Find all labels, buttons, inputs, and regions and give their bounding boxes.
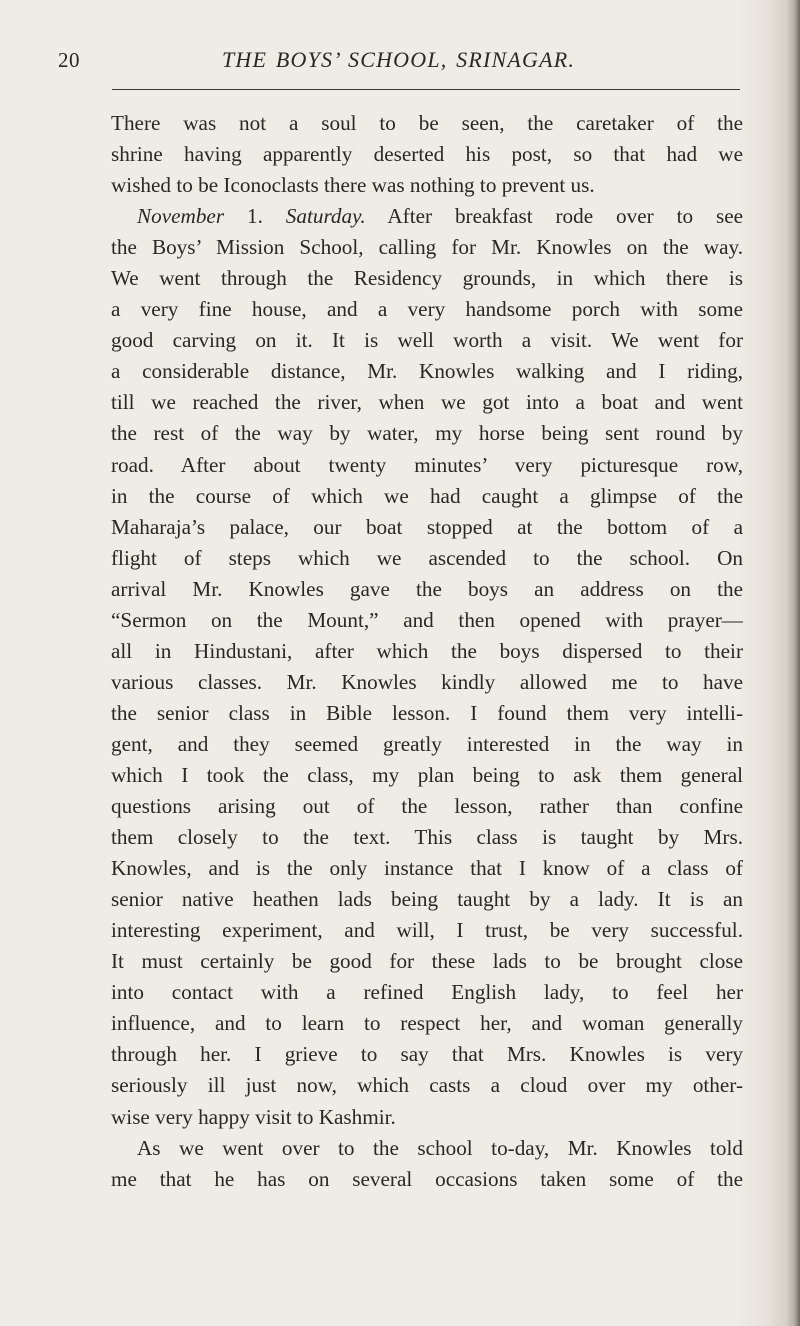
text-line: a considerable distance, Mr. Knowles walking and I riding, xyxy=(111,359,743,384)
text-line: It must certainly be good for these lads to be brought close xyxy=(111,949,743,974)
text-line: all in Hindustani, after which the boys dispersed to their xyxy=(111,638,743,663)
text-line: interesting experiment, and will, I trust, be very successful. xyxy=(111,918,743,943)
text-line: shrine having apparently deserted his post, so that had we xyxy=(111,142,743,167)
text-line: influence, and to learn to respect her, and woman generally xyxy=(111,1011,743,1036)
text-line: senior native heathen lads being taught by a lady. It is an xyxy=(111,887,743,912)
text-line: me that he has on several occasions taken some of the xyxy=(111,1166,743,1191)
text-line: Knowles, and is the only instance that I know of a class of xyxy=(111,856,743,881)
text-line: good carving on it. It is well worth a visit. We went for xyxy=(111,328,743,353)
text-line: gent, and they seemed greatly interested in the way in xyxy=(111,731,743,756)
text-line: seriously ill just now, which casts a cloud over my other- xyxy=(111,1073,743,1098)
page-edge-shadow xyxy=(786,0,800,1326)
text-line: questions arising out of the lesson, rather than confine xyxy=(111,794,743,819)
text-line: “Sermon on the Mount,” and then opened with prayer— xyxy=(111,607,743,632)
text-line: into contact with a refined English lady, to feel her xyxy=(111,980,743,1005)
text-line: them closely to the text. This class is taught by Mrs. xyxy=(111,825,743,850)
text-line: through her. I grieve to say that Mrs. Knowles is very xyxy=(111,1042,743,1067)
text-line: We went through the Residency grounds, in which there is xyxy=(111,266,743,291)
text-line: wished to be Iconoclasts there was nothing to prevent us. xyxy=(111,173,595,198)
text-line: Maharaja’s palace, our boat stopped at the bottom of a xyxy=(111,514,743,539)
text-line: till we reached the river, when we got into a boat and went xyxy=(111,390,743,415)
entry-date: November xyxy=(137,204,225,229)
text-line: a very fine house, and a very handsome porch with some xyxy=(111,297,743,322)
body-text xyxy=(111,108,743,1195)
entry-date-number: 1. xyxy=(246,204,263,229)
text-line: As we went over to the school to-day, Mr. Knowles told xyxy=(137,1135,743,1160)
entry-text: After breakfast rode over to see xyxy=(365,204,744,229)
page-number: 20 xyxy=(58,48,80,72)
entry-day: Saturday. xyxy=(285,204,366,229)
page-header xyxy=(58,48,748,88)
text-line xyxy=(111,201,743,232)
text-line: which I took the class, my plan being to ask them general xyxy=(111,762,743,787)
text-line: road. After about twenty minutes’ very picturesque row, xyxy=(111,452,743,477)
text-line: the Boys’ Mission School, calling for Mr. Knowles on the way. xyxy=(111,235,743,260)
running-head: THE BOYS’ SCHOOL, SRINAGAR. xyxy=(222,47,576,72)
text-line: wise very happy visit to Kashmir. xyxy=(111,1104,396,1129)
text-line: the senior class in Bible lesson. I found them very intelli- xyxy=(111,700,743,725)
header-rule xyxy=(112,89,740,90)
text-line: There was not a soul to be seen, the caretaker of the xyxy=(111,111,743,135)
text-line: the rest of the way by water, my horse being sent round by xyxy=(111,421,743,446)
text-line: flight of steps which we ascended to the school. On xyxy=(111,545,743,570)
text-line: various classes. Mr. Knowles kindly allowed me to have xyxy=(111,669,743,694)
text-line: arrival Mr. Knowles gave the boys an address on the xyxy=(111,576,743,601)
text-line: in the course of which we had caught a glimpse of the xyxy=(111,483,743,508)
